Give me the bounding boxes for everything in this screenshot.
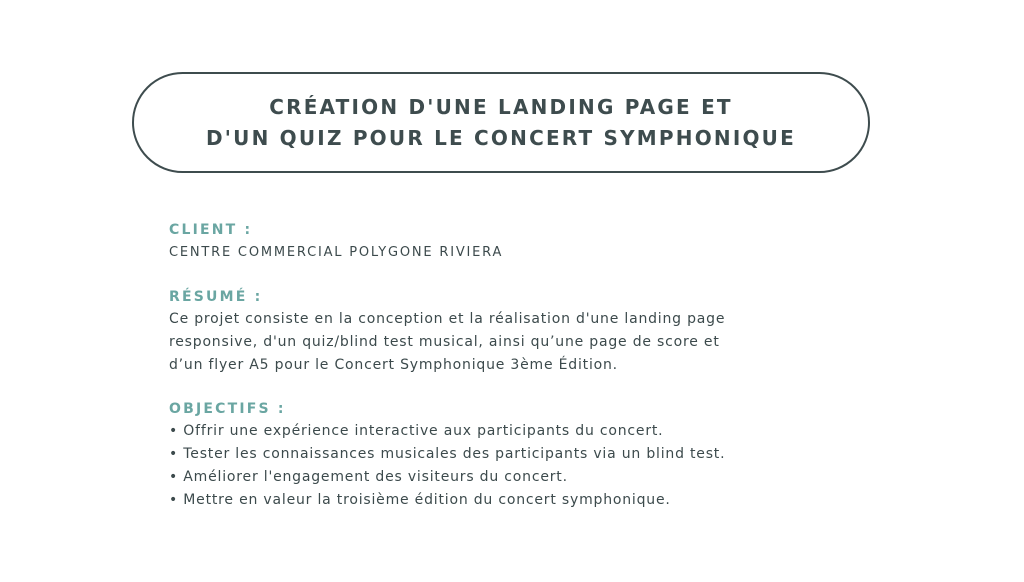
resume-line: d’un flyer A5 pour le Concert Symphonique 3ème Édition. <box>169 357 618 373</box>
client-heading: CLIENT : <box>169 222 253 238</box>
objective-item: • Améliorer l'engagement des visiteurs du concert. <box>169 469 568 485</box>
resume-heading: RÉSUMÉ : <box>169 289 263 305</box>
resume-text <box>169 308 869 377</box>
objective-item: • Tester les connaissances musicales des participants via un blind test. <box>169 446 726 462</box>
title-banner <box>132 72 870 173</box>
title-line-2: D'UN QUIZ POUR LE CONCERT SYMPHONIQUE <box>206 125 796 150</box>
resume-line: Ce projet consiste en la conception et la réalisation d'une landing page <box>169 311 726 327</box>
objectifs-list <box>169 420 869 512</box>
objective-item: • Offrir une expérience interactive aux participants du concert. <box>169 423 664 439</box>
objectifs-heading: OBJECTIFS : <box>169 401 286 417</box>
project-details <box>169 220 869 512</box>
title-line-1: CRÉATION D'UNE LANDING PAGE ET <box>269 94 733 119</box>
client-name: CENTRE COMMERCIAL POLYGONE RIVIERA <box>169 245 504 260</box>
objective-item: • Mettre en valeur la troisième édition du concert symphonique. <box>169 492 671 508</box>
resume-line: responsive, d'un quiz/blind test musical, ainsi qu’une page de score et <box>169 334 720 350</box>
